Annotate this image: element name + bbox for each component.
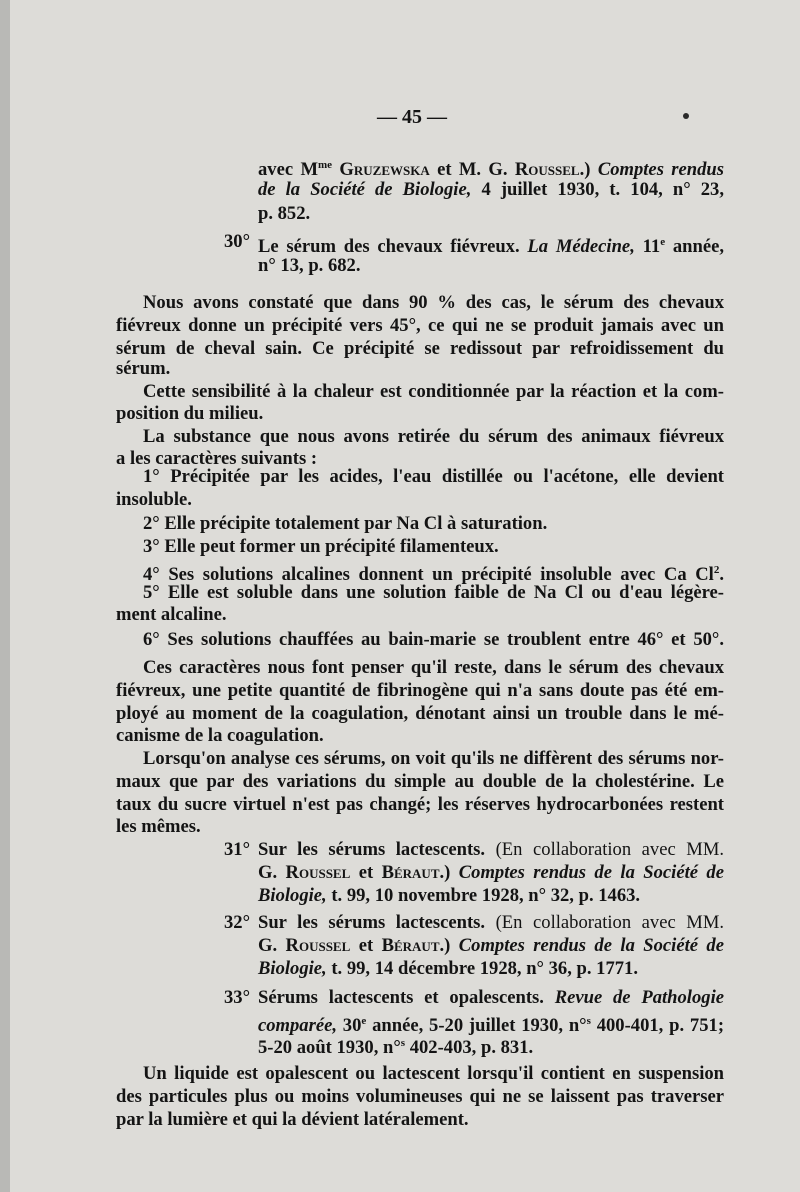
para-1-line-3: sérum de cheval sain. Ce précipité se redissout par refroidissement du — [116, 338, 724, 359]
entry-29-line-2: de la Société de Biologie, 4 juillet 1930, t. 104, n° 23, — [258, 179, 725, 200]
item-3: 3° Elle peut former un précipité filamenteux. — [143, 536, 499, 557]
para-1-line-2: fiévreux donne un précipité vers 45°, ce qui ne se produit jamais avec un — [116, 315, 724, 336]
entry-33-line-1: Sérums lactescents et opalescents. Revue de Pathologie — [258, 987, 724, 1008]
entry-30-line-2: n° 13, p. 682. — [258, 255, 361, 276]
entry-29-line-3: p. 852. — [258, 203, 311, 224]
para-4-line-2: fiévreux, une petite quantité de fibrinogène qui n'a sans doute pas été em- — [116, 680, 724, 701]
item-6: 6° Ses solutions chauffées au bain-marie se troublent entre 46° et 50°. — [143, 629, 724, 650]
para-1-line-1: Nous avons constaté que dans 90 % des cas, le sérum des chevaux — [143, 292, 724, 313]
para-1-line-4: sérum. — [116, 358, 171, 379]
item-5-line-2: ment alcaline. — [116, 604, 227, 625]
para-6-line-1: Un liquide est opalescent ou lactescent lorsqu'il contient en suspension — [143, 1063, 724, 1084]
para-6-line-2: des particules plus ou moins volumineuses qui ne se laissent pas traverser — [116, 1086, 724, 1107]
item-1-line-1: 1° Précipitée par les acides, l'eau distillée ou l'acétone, elle devient — [143, 466, 724, 487]
para-5-line-2: maux que par des variations du simple au double de la cholestérine. Le — [116, 771, 724, 792]
entry-29-line-1: avec $M^{me}$ Gruzewska et M. G. Roussel.) Comptes rendus — [258, 159, 724, 181]
page-number: — 45 — — [377, 106, 447, 128]
para-5-line-4: les mêmes. — [116, 816, 201, 837]
entry-33-number: 33° — [224, 987, 251, 1008]
entry-31-number: 31° — [224, 839, 251, 860]
entry-31-line-3: Biologie, t. 99, 10 novembre 1928, n° 32, p. 1463. — [258, 885, 641, 906]
para-4-line-1: Ces caractères nous font penser qu'il reste, dans le sérum des chevaux — [143, 657, 724, 678]
para-3-line-2: a les caractères suivants : — [116, 448, 318, 469]
item-2: 2° Elle précipite totalement par Na Cl à saturation. — [143, 513, 548, 534]
entry-31-line-1: Sur les sérums lactescents. (En collaboration avec MM. — [258, 839, 725, 860]
entry-32-number: 32° — [224, 912, 251, 933]
para-6-line-3: par la lumière et qui la dévient latéralement. — [116, 1109, 469, 1130]
para-4-line-3: ployé au moment de la coagulation, dénotant ainsi un trouble dans le mé- — [116, 703, 724, 724]
entry-32-line-1: Sur les sérums lactescents. (En collaboration avec MM. — [258, 912, 725, 933]
para-2-line-2: position du milieu. — [116, 403, 264, 424]
para-3-line-1: La substance que nous avons retirée du sérum des animaux fiévreux — [143, 426, 724, 447]
entry-33-line-3: 5-20 août 1930, n°$^s$ 402-403, p. 831. — [258, 1037, 534, 1059]
entry-31-line-2: G. Roussel et Béraut.) Comptes rendus de la Société de — [258, 862, 724, 883]
para-5-line-1: Lorsqu'on analyse ces sérums, on voit qu'ils ne diffèrent des sérums nor- — [143, 748, 724, 769]
para-5-line-3: taux du sucre virtuel n'est pas changé; les réserves hydrocarbonées restent — [116, 794, 724, 815]
para-4-line-4: canisme de la coagulation. — [116, 725, 324, 746]
item-4: 4° Ses solutions alcalines donnent un précipité insoluble avec Ca Cl$^2$. — [143, 564, 724, 586]
item-5-line-1: 5° Elle est soluble dans une solution faible de Na Cl ou d'eau légère- — [143, 582, 724, 603]
entry-30-number: 30° — [224, 231, 251, 252]
entry-32-line-3: Biologie, t. 99, 14 décembre 1928, n° 36, p. 1771. — [258, 958, 638, 979]
entry-32-line-2: G. Roussel et Béraut.) Comptes rendus de la Société de — [258, 935, 724, 956]
item-1-line-2: insoluble. — [116, 489, 192, 510]
para-2-line-1: Cette sensibilité à la chaleur est conditionnée par la réaction et la com- — [143, 381, 724, 402]
entry-33-line-2: comparée, 30e année, 5-20 juillet 1930, n°$^s$ 400-401, p. 751; — [258, 1015, 725, 1037]
entry-30-line-1: Le sérum des chevaux fiévreux. La Médecine, 11e année, — [258, 236, 725, 258]
